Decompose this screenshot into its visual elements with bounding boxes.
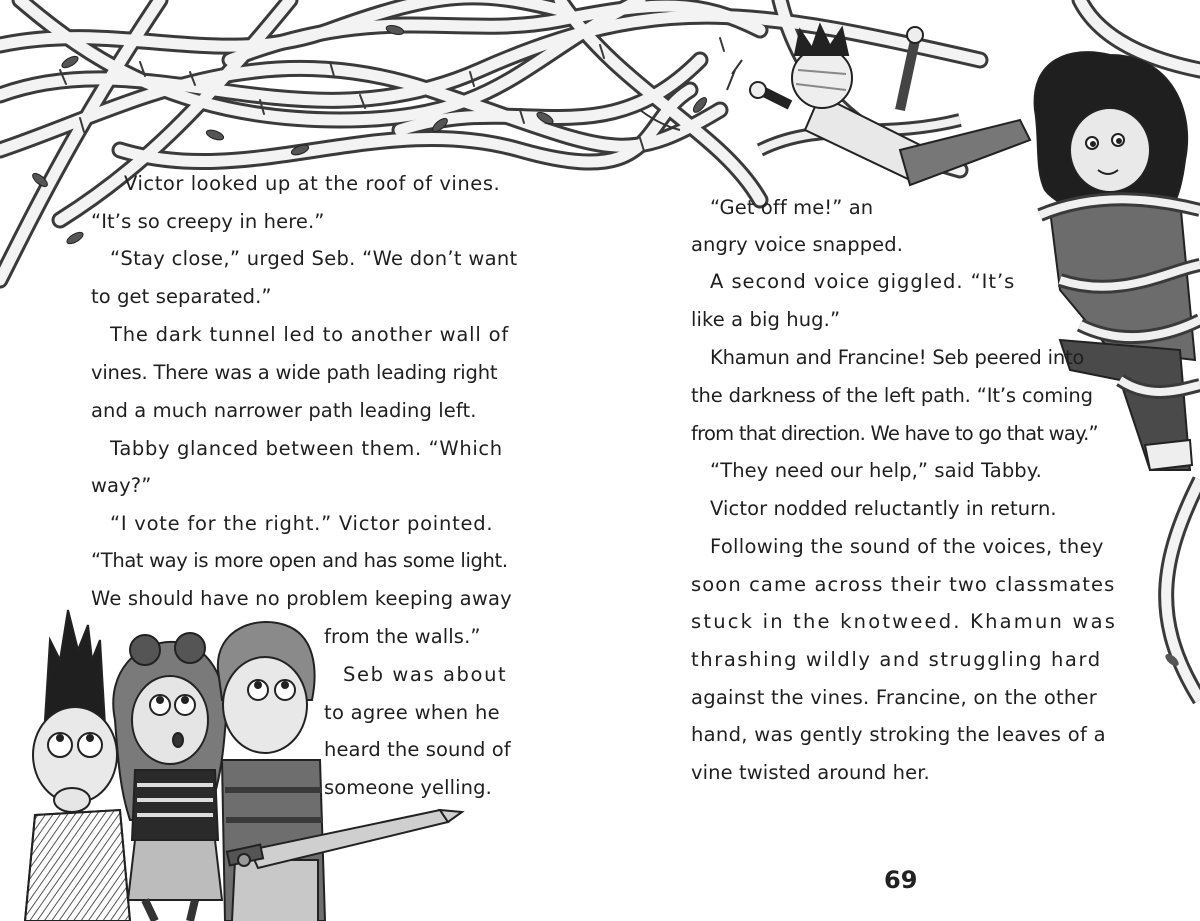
text-line: We should have no problem keeping away xyxy=(91,587,512,610)
text-line: thrashing wildly and struggling hard xyxy=(691,648,1102,671)
text-line: Seb was about xyxy=(343,663,508,686)
text-line: stuck in the knotweed. Khamun was xyxy=(691,610,1118,633)
text-line: soon came across their two classmates xyxy=(691,573,1116,596)
text-line: A second voice giggled. “It’s xyxy=(710,270,1016,293)
text-line: from that direction. We have to go that way.” xyxy=(691,422,1098,445)
text-line: angry voice snapped. xyxy=(691,233,904,256)
text-line: “They need our help,” said Tabby. xyxy=(710,459,1042,482)
text-line: way?” xyxy=(91,474,152,497)
text-line: Victor looked up at the roof of vines. xyxy=(124,172,501,195)
text-line: the darkness of the left path. “It’s coming xyxy=(691,384,1093,407)
text-line: Khamun and Francine! Seb peered into xyxy=(710,346,1085,369)
text-line: hand, was gently stroking the leaves of a xyxy=(691,723,1106,746)
text-line: to get separated.” xyxy=(91,285,272,308)
text-line: vines. There was a wide path leading right xyxy=(91,361,498,384)
text-line: “Get off me!” an xyxy=(710,196,874,219)
text-line: someone yelling. xyxy=(324,776,492,799)
text-line: to agree when he xyxy=(324,701,500,724)
right-page xyxy=(600,0,1200,921)
text-line: heard the sound of xyxy=(324,738,511,761)
text-line: Tabby glanced between them. “Which xyxy=(110,437,503,460)
text-line: “That way is more open and has some light. xyxy=(91,549,508,572)
text-line: Victor nodded reluctantly in return. xyxy=(710,497,1057,520)
page-number: 69 xyxy=(884,866,918,894)
text-line: The dark tunnel led to another wall of xyxy=(110,323,509,346)
text-line: “Stay close,” urged Seb. “We don’t want xyxy=(110,247,518,270)
text-line: vine twisted around her. xyxy=(691,761,930,784)
text-line: from the walls.” xyxy=(324,625,481,648)
text-line: like a big hug.” xyxy=(691,308,841,331)
text-line: against the vines. Francine, on the other xyxy=(691,686,1098,709)
text-line: Following the sound of the voices, they xyxy=(710,535,1104,558)
text-line: “It’s so creepy in here.” xyxy=(91,210,325,233)
text-line: “I vote for the right.” Victor pointed. xyxy=(110,512,494,535)
text-line: and a much narrower path leading left. xyxy=(91,399,477,422)
